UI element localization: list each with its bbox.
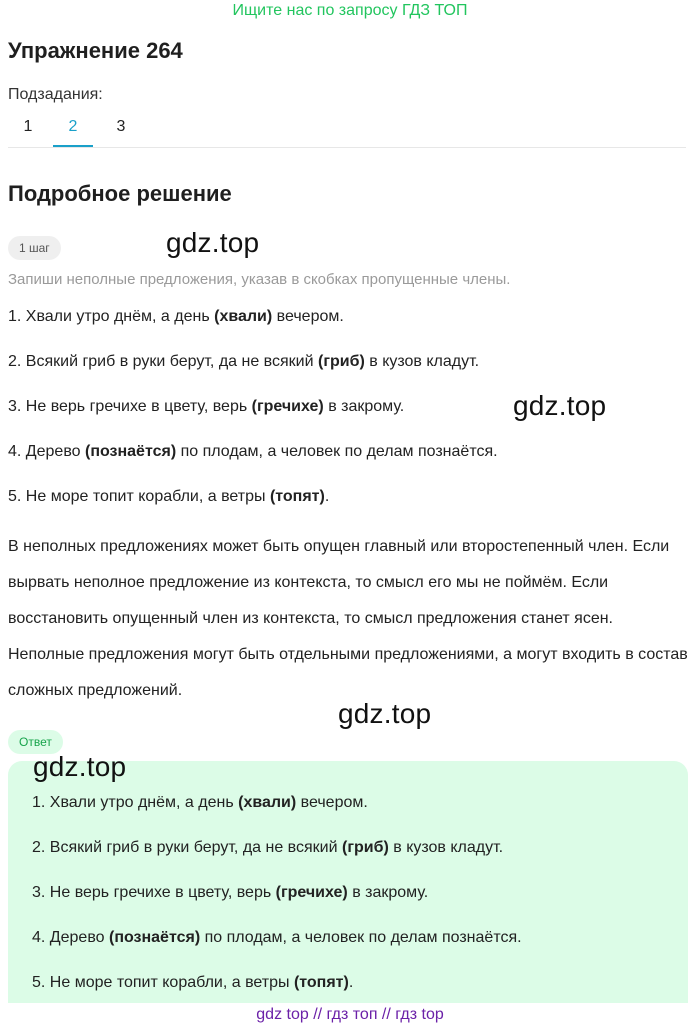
list-item: 5. Не море топит корабли, а ветры (топят).	[8, 488, 330, 505]
list-item: 2. Всякий гриб в руки берут, да не всякий (гриб) в кузов кладут.	[32, 839, 504, 856]
watermark: gdz.top	[166, 227, 260, 258]
footer-links[interactable]: gdz top // гдз топ // гдз top	[256, 1006, 444, 1023]
subtask-tab-3[interactable]: 3	[116, 118, 126, 135]
subtask-tab-1[interactable]: 1	[23, 118, 33, 135]
page-title: Упражнение 264	[8, 38, 183, 63]
list-item: 1. Хвали утро днём, а день (хвали) вечером.	[8, 308, 344, 325]
answer-badge: Ответ	[8, 730, 63, 754]
subtasks-label: Подзадания:	[8, 86, 103, 103]
step-badge: 1 шаг	[8, 236, 61, 260]
solution-heading: Подробное решение	[8, 181, 232, 206]
list-item: 3. Не верь гречихе в цвету, верь (гречихе) в закрому.	[32, 884, 429, 901]
list-item: 3. Не верь гречихе в цвету, верь (гречихе) в закрому.	[8, 398, 405, 415]
subtask-tabs	[8, 112, 686, 148]
list-item: 1. Хвали утро днём, а день (хвали) вечером.	[32, 794, 368, 811]
answer-list	[32, 792, 682, 1017]
watermark: gdz.top	[513, 390, 607, 421]
task-instruction: Запиши неполные предложения, указав в скобках пропущенные члены.	[8, 271, 511, 288]
watermark: gdz.top	[338, 698, 432, 729]
list-item: 5. Не море топит корабли, а ветры (топят).	[32, 974, 354, 991]
explanation-text: В неполных предложениях может быть опущен главный или второстепенный член. Если вырвать неполное предложение из контекста, то смысл его мы не поймём. Если восстановить опущенный член из контекста, то смысл предложения станет ясен. Неполные предложения могут быть отдельными предложениями, а могут входить в состав сложных предложений.	[8, 538, 688, 699]
list-item: 4. Дерево (познаётся) по плодам, а человек по делам познаётся.	[8, 443, 498, 460]
promo-banner: Ищите нас по запросу ГДЗ ТОП	[232, 2, 468, 19]
active-tab-indicator	[53, 145, 93, 147]
list-item: 4. Дерево (познаётся) по плодам, а человек по делам познаётся.	[32, 929, 522, 946]
subtask-tab-2[interactable]: 2	[68, 118, 78, 135]
watermark: gdz.top	[33, 751, 127, 782]
list-item: 2. Всякий гриб в руки берут, да не всякий (гриб) в кузов кладут.	[8, 353, 480, 370]
